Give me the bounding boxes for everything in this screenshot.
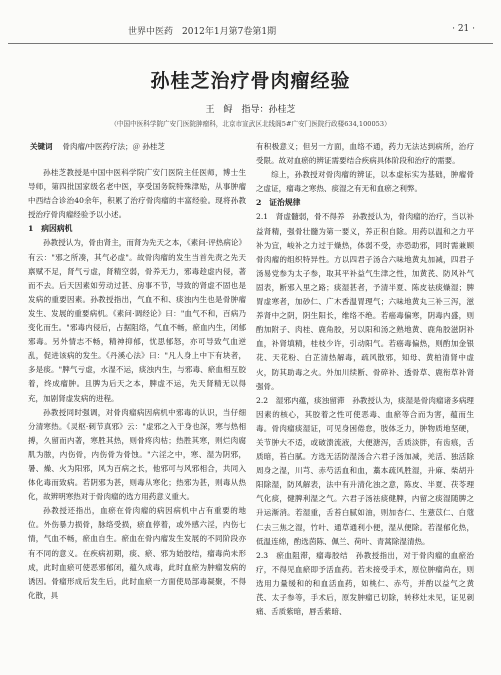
body-paragraph: 孙教授同时强调，对骨肉瘤病因病机中邪毒的认识，当仔细分清寒热。《灵枢·刺节真邪》云："虚邪之入于身也深，寒与热相搏，久留而内著，寒胜其热，则骨疼肉枯；热胜其寒，则烂肉腐肌为脓，内伤骨，内伤骨为骨蚀。"六淫之中，寒、湿为阴邪，暑、燥、火为阳邪，风为百病之长，他邪可与风邪相合，共同入体化毒而致病。若阴邪为甚，则毒从寒化；热邪为甚，则毒从热化，故辨明寒热对于骨肉瘤的选方用药意义重大。 xyxy=(28,407,246,502)
body-text: 孙教授指出，对于骨肉瘤的血瘀治疗，不得见血瘀即予活血药。若未接受手术，原位肿瘤尚在，则选用力量缓和的和血活血药，如桃仁、赤芍，并酌以益气之黄芪、太子参等，手术后，原发肿瘤已切除，转移灶未见，证见刺痛、舌质紫暗，唇舌紫暗、 xyxy=(256,550,474,617)
subsection-heading-2-3: 2.3 瘀血阻滞，瘤毒胶结 xyxy=(256,550,348,560)
subsection-heading-2-1: 2.1 肾虚髓弱，骨不得养 xyxy=(256,212,345,222)
body-paragraph: 孙教授认为，骨由肾主，而肾为先天之本，《素问·评热病论》有云："邪之所凑，其气必虚"。故骨肉瘤的发生当首先责之先天禀赋不足，肾气亏虚，肾精空弱，骨养无力，邪毒趁虚内侵，著而不去。后天因素如劳动过甚、房事不节，导致的肾虚不固也是发病的重要因素。孙教授指出，气血不和、痰浊内生也是骨肿瘤发生、发展的重要病机。《素问·调经论》曰："血气不和，百病乃变化而生。"邪毒内侵后，占据阻络，气血不畅，瘀血内生，闭郁邪毒。另外情志不畅，精神抑郁，忧思郁怒，亦可导致气血逆乱，促进该病的发生。《丹溪心法》曰："凡人身上中下有块者，多是痰。"脾气亏虚，水湿不运，痰浊内生，与邪毒、瘀血相互胶着，终成瘤肿。且脾为后天之本，脾虚不运，先天肾精无以得充，加剧肾虚发病的进程。 xyxy=(28,238,246,403)
intro-paragraph: 孙桂芝教授是中国中医科学院广安门医院主任医师，博士生导师，第四批国家级名老中医，享受国务院特殊津贴，从事肿瘤中西结合诊治40余年，积累了治疗骨肉瘤的丰富经验。现将孙教授治疗骨肉瘤经验予以小述。 xyxy=(28,168,246,220)
subsection-heading-2-2: 2.2 湿邪内蕴，痰浊留滞 xyxy=(256,395,345,405)
section-heading-2: 2 证治规律 xyxy=(256,198,301,208)
article-title: 孙桂芝治疗骨肉瘤经验 xyxy=(150,70,351,92)
body-text: 孙教授认为，痰湿是骨肉瘤诸多病理因素的核心，其胶着之性可使恶毒、血瘀等合而为害，蕴而生毒。骨肉瘤痰湿证，可见身困倦怠，肢体乏力，肿物质地坚硬，关节肿大不适，或破溃流液，大便溏泻，舌质淡胖，有齿痕，舌质暗，苔白腻。方选无活防湿汤合六君子汤加减，羌活、独活除周身之湿，川芎、赤芍活血和血，藁本疏风胜湿，升麻、柴胡升阳除湿，防风解表，法中有升清化浊之意，陈皮、半夏、茯苓理气化痰，健脾利湿之气。六君子汤祛痰健脾，内留之痰湿随脾之升运渐消。若湿重，舌苔白腻如油，则加杏仁、生薏苡仁、白蔻仁去三焦之湿，竹叶、通草通利小便，湿从便除。若湿郁化热，低温连绵，酌选茵陈、佩兰、荷叶、青蒿除湿清热。 xyxy=(256,395,474,546)
body-paragraph: 孙教授还指出，血瘀在骨肉瘤的病因病机中占有重要的地位。外伤暴力损骨，脉络受损，瘀血停着，或外感六淫，内伤七情，气血不畅，瘀血自生。瘀血在骨内瘤发生发展的不同阶段亦有不同的意义。在疾病初期，痰、瘀、邪为始胶结，瘤毒尚未形成，此时血瘀可使恶邪郁闭，蕴久成毒，此时血瘀为肿瘤发病的诱因。骨瘤形成后发生后，此时血瘀一方面使局部毒凝聚，不得化散，具 xyxy=(28,506,246,600)
body-paragraph: 综上，孙教授对骨肉瘤的辨证，以本虚标实为基础，肿瘤骨之虚证，瘤毒之寒热、痰湿之有无和血瘀之利弊。 xyxy=(256,170,474,194)
page-number: · 21 · xyxy=(452,24,475,34)
running-header xyxy=(0,24,501,38)
keywords-text: 骨肉瘤/中医药疗法；＠ 孙桂芝 xyxy=(62,142,165,151)
left-column xyxy=(28,166,246,603)
keywords xyxy=(30,141,165,152)
body-paragraph: 有积极意义；但另一方面，血络不通，药力无法达到病所，治疗受限。故对血瘀的辨证需要结合疾病具体阶段和治疗的需要。 xyxy=(256,142,474,166)
keywords-label: 关键词 xyxy=(30,142,53,151)
section-heading-1: 1 病因病机 xyxy=(28,224,73,234)
journal-issue: 世界中医药 2012年1月第7卷第1期 xyxy=(128,27,277,37)
affiliation: （中国中医科学院广安门医院肿瘤科，北京市宣武区北线阁5#广安门医院行政楼634,100053） xyxy=(110,120,391,128)
right-column xyxy=(256,140,474,619)
header-rule xyxy=(8,43,493,44)
author-line: 王 鲟 指导：孙桂芝 xyxy=(205,105,296,115)
body-text: 孙教授认为，骨肉瘤的治疗，当以补益肾精，强骨壮髓为第一要义，养正积自除。用药以温和之力平补为宜，峻补之力过于燥热，体弱不受，亦恐助邪，同时需兼顾骨肉瘤的组织特异性。方以四君子汤合六味地黄丸加减，四君子汤易党参为太子参，取其平补益气生津之性，加黄芪、防风补气固表，断邪入里之路；痰湿甚者，予清半夏、陈皮祛痰燥湿；脾胃虚寒者，加砂仁、广木香温胃理气；六味地黄丸三补三泻，滋养肾中之阴，阴生阳长，维络不绝。若癌毒偏寒，阴毒内盛，则酌加附子、肉桂、鹿角胶，另以阳和汤之熟地黄、鹿角胶滋阴补血，补肾填精，桂枝少许，引动阳气。若癌毒偏热，则酌加金银花、天花粉、白芷清热解毒，疏风散邪，知母、黄柏清肾中虚火，防其助毒之火。外加川续断、骨碎补、透骨草、鹿衔草补肾强骨。 xyxy=(256,212,474,391)
